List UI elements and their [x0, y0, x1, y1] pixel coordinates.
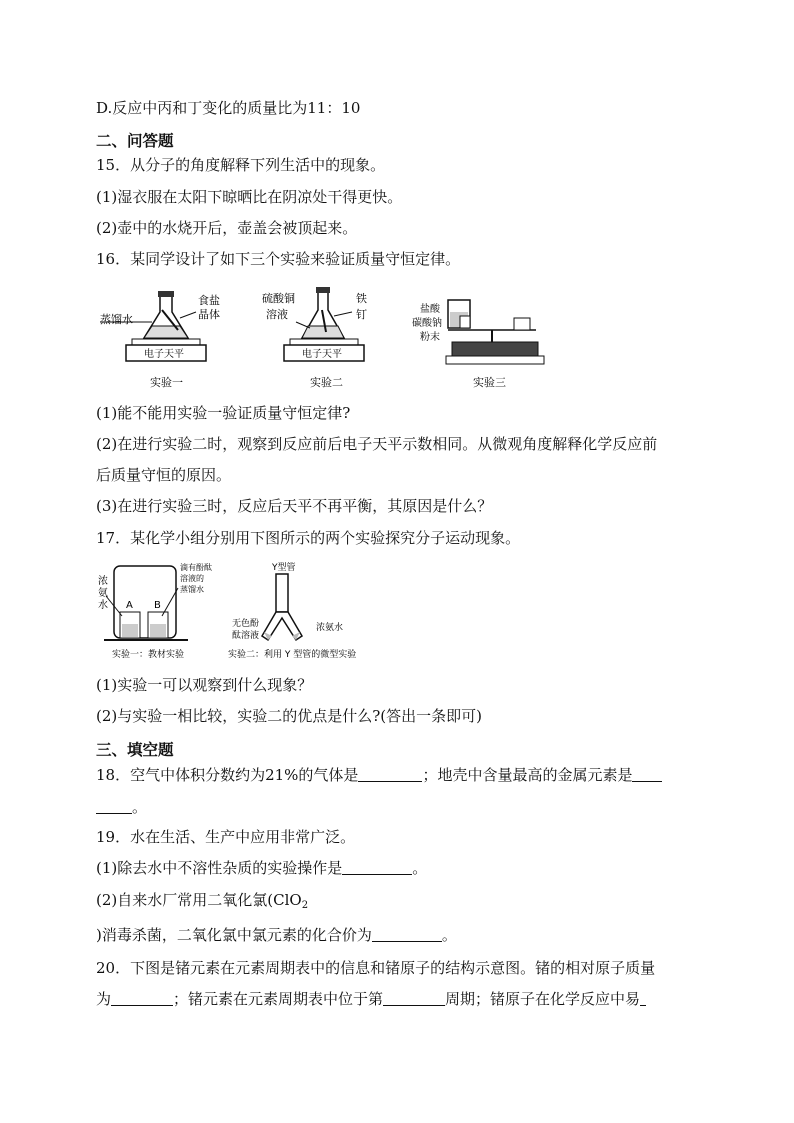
- exp1-right-label-2: 晶体: [198, 308, 220, 321]
- q20-text-1: 为: [96, 990, 112, 1008]
- exp1-left-label-1: 浓: [98, 576, 108, 587]
- figure-q16-experiments: [96, 282, 556, 396]
- q18-answer-blank-2-cont[interactable]: [96, 798, 132, 814]
- exp2-top-label: Y型管: [272, 563, 296, 573]
- exp3-label-1: 盐酸: [420, 304, 440, 315]
- question-17-part-2: (2)与实验一相比较，实验二的优点是什么?(答出一条即可): [96, 707, 482, 725]
- exp1-right-label-1: 食盐: [198, 294, 220, 307]
- exp3-caption: 实验三: [473, 376, 506, 389]
- exp1-right-label-2: 溶液的: [180, 574, 204, 583]
- q19-answer-blank-2[interactable]: [372, 926, 442, 942]
- question-18-line-1: [96, 765, 662, 785]
- exp2-left-label-2: 溶液: [266, 308, 288, 321]
- experiment-3-diagram: [412, 300, 544, 389]
- exp2-right-label-1: 铁: [356, 292, 367, 305]
- q20-answer-blank-2[interactable]: [383, 990, 445, 1006]
- q20-answer-blank-1[interactable]: [111, 990, 173, 1006]
- q19-part1-text: (1)除去水中不溶性杂质的实验操作是: [96, 859, 343, 877]
- q18-text-1: 18．空气中体积分数约为21%的气体是: [96, 766, 359, 784]
- exp1-left-label-3: 水: [98, 600, 108, 611]
- question-18-line-2: [96, 797, 147, 817]
- exp2-caption: 实验二: [310, 376, 343, 389]
- question-16-part-3: (3)在进行实验三时，反应后天平不再平衡，其原因是什么？: [96, 497, 493, 515]
- question-19: 19．水在生活、生产中应用非常广泛。: [96, 828, 356, 846]
- q18-text-2: ；地壳中含量最高的金属元素是: [422, 766, 633, 784]
- q20-text-3: 周期；锗原子在化学反应中易: [445, 990, 641, 1008]
- q18-answer-blank-1[interactable]: [358, 766, 422, 782]
- exp1-right-label-3: 蒸馏水: [180, 585, 204, 594]
- question-16-part-1: (1)能不能用实验一验证质量守恒定律?: [96, 404, 351, 422]
- experiment-1-molecule-diagram: [98, 562, 212, 660]
- exp2-right-label: 浓氨水: [316, 623, 344, 633]
- experiment-2-y-tube-diagram: [228, 561, 356, 660]
- q20-answer-blank-3[interactable]: [640, 990, 646, 1006]
- chemical-formula: ClO: [273, 891, 302, 909]
- section-heading-fill-blank: 三、填空题: [96, 740, 174, 759]
- beaker-b-label: B: [154, 600, 161, 611]
- q19-answer-blank-1[interactable]: [342, 859, 412, 875]
- q20-text-2: ；锗元素在元素周期表中位于第: [173, 990, 384, 1008]
- exp1-right-label-1: 滴有酚酞: [180, 563, 212, 572]
- formula-subscript: 2: [301, 900, 309, 911]
- exp2-caption: 实验二：利用 Y 型管的微型实验: [228, 650, 357, 660]
- question-16-part-2b: 后质量守恒的原因。: [96, 466, 232, 484]
- beaker-a-label: A: [126, 600, 133, 611]
- question-19-part-1: [96, 858, 427, 878]
- q19-part2-end: 。: [441, 926, 457, 944]
- exp3-label-3: 粉末: [420, 332, 440, 343]
- question-19-part-2: [96, 890, 308, 916]
- q19-part1-end: 。: [412, 859, 428, 877]
- figure-q17-experiments: [96, 560, 376, 666]
- question-15-part-1: (1)湿衣服在太阳下晾晒比在阴凉处干得更快。: [96, 188, 403, 206]
- q19-part2-cont-text: )消毒杀菌，二氧化氯中氯元素的化合价为: [96, 926, 372, 944]
- section-heading-qa: 二、问答题: [96, 131, 174, 150]
- exp1-scale-label: 电子天平: [144, 349, 184, 360]
- question-16: 16．某同学设计了如下三个实验来验证质量守恒定律。: [96, 250, 461, 268]
- question-19-part-2-cont: [96, 925, 457, 945]
- experiment-1-diagram: [100, 291, 220, 389]
- exp3-label-2: 碳酸钠: [412, 318, 442, 329]
- experiment-2-diagram: [262, 287, 367, 389]
- q18-answer-blank-2[interactable]: [632, 766, 662, 782]
- option-d: D.反应中丙和丁变化的质量比为11：10: [96, 99, 361, 117]
- question-15-part-2: (2)壶中的水烧开后，壶盖会被顶起来。: [96, 219, 358, 237]
- question-16-part-2a: (2)在进行实验二时，观察到反应前后电子天平示数相同。从微观角度解释化学反应前: [96, 435, 658, 453]
- exp2-left-label-1: 无色酚: [232, 619, 260, 629]
- question-17: 17．某化学小组分别用下图所示的两个实验探究分子运动现象。: [96, 529, 521, 547]
- exp1-caption: 实验一: [150, 376, 183, 389]
- question-20-line-2: [96, 989, 646, 1009]
- exp2-left-label-2: 酞溶液: [232, 631, 260, 641]
- exp1-left-label: 蒸馏水: [100, 313, 133, 326]
- exp1-left-label-2: 氨: [98, 588, 108, 599]
- question-20-line-1: 20．下图是锗元素在元素周期表中的信息和锗原子的结构示意图。锗的相对原子质量: [96, 959, 656, 977]
- exp2-scale-label: 电子天平: [302, 349, 342, 360]
- q19-part2-text: (2)自来水厂常用二氧化氯(: [96, 891, 274, 909]
- question-17-part-1: (1)实验一可以观察到什么现象？: [96, 676, 313, 694]
- exp1-caption: 实验一：教材实验: [112, 650, 185, 660]
- question-15: 15．从分子的角度解释下列生活中的现象。: [96, 156, 386, 174]
- q18-text-3: 。: [132, 798, 148, 816]
- exp2-right-label-2: 钉: [356, 308, 367, 321]
- exp2-left-label-1: 硫酸铜: [262, 292, 295, 305]
